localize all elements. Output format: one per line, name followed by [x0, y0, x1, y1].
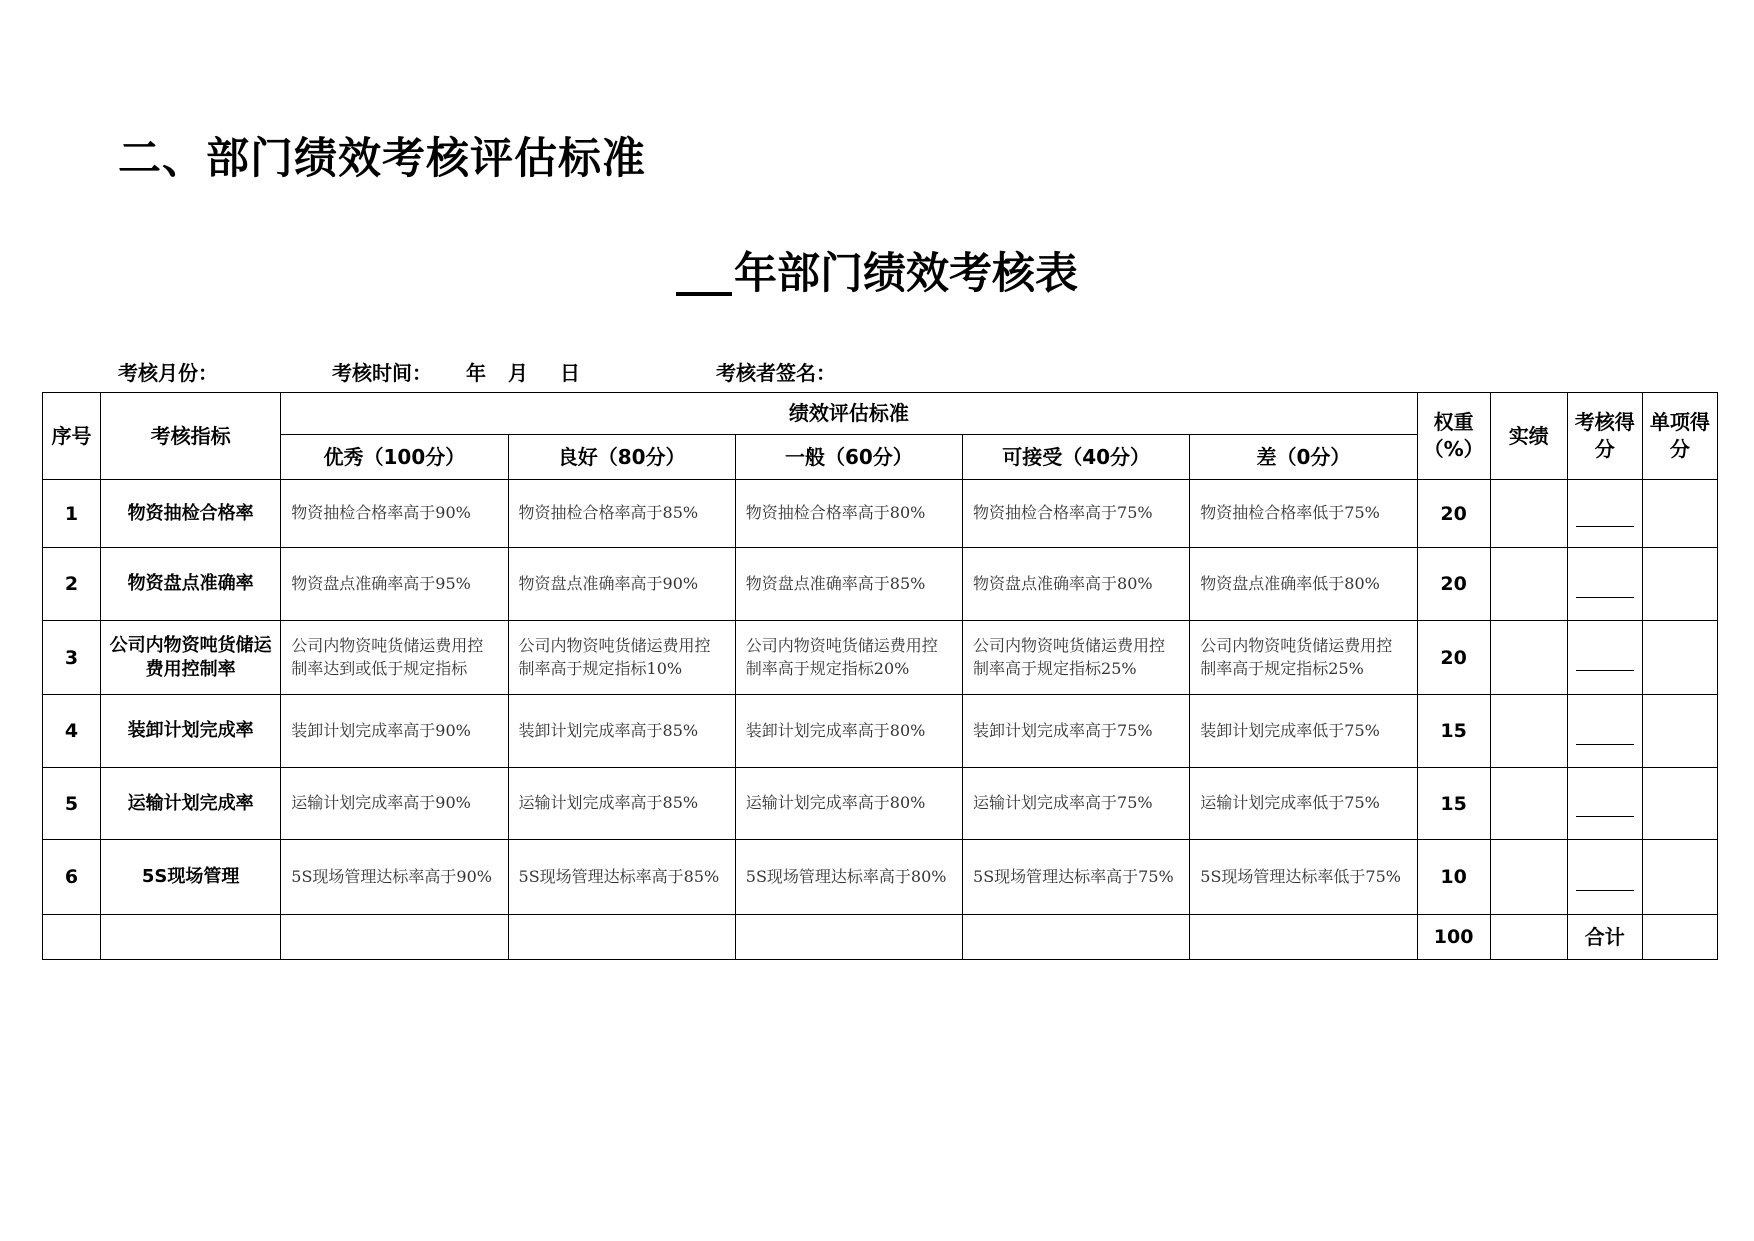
header-row-1: [43, 393, 1718, 435]
criteria-cell: 运输计划完成率低于75%: [1190, 768, 1417, 840]
weight-header: 权重（%）: [1417, 393, 1490, 480]
score-input[interactable]: [1567, 695, 1642, 768]
standard-group-header: 绩效评估标准: [281, 393, 1417, 435]
criteria-cell: 物资盘点准确率高于85%: [735, 548, 962, 621]
score-line: [1576, 526, 1634, 527]
score-line: [1576, 816, 1634, 817]
criteria-cell: 物资盘点准确率高于95%: [281, 548, 508, 621]
level-header: 可接受（40分）: [963, 435, 1190, 480]
criteria-cell: 5S现场管理达标率高于90%: [281, 840, 508, 915]
criteria-cell: 公司内物资吨货储运费用控制率高于规定指标20%: [735, 621, 962, 695]
criteria-cell: 装卸计划完成率高于90%: [281, 695, 508, 768]
row-weight: 20: [1417, 548, 1490, 621]
score-line: [1576, 597, 1634, 598]
item-score-header: 单项得分: [1642, 393, 1717, 480]
level-header: 差（0分）: [1190, 435, 1417, 480]
row-weight: 15: [1417, 768, 1490, 840]
criteria-cell: 公司内物资吨货储运费用控制率高于规定指标10%: [508, 621, 735, 695]
score-line: [1576, 744, 1634, 745]
criteria-cell: 物资盘点准确率高于80%: [963, 548, 1190, 621]
empty-cell: [101, 915, 281, 960]
criteria-cell: 运输计划完成率高于90%: [281, 768, 508, 840]
table-row: [43, 695, 1718, 768]
row-indicator: 公司内物资吨货储运费用控制率: [101, 621, 281, 695]
item-score-input[interactable]: [1642, 621, 1717, 695]
criteria-cell: 物资抽检合格率高于80%: [735, 480, 962, 548]
actual-input[interactable]: [1490, 840, 1567, 915]
month-unit-label: 月: [508, 361, 528, 385]
actual-input[interactable]: [1490, 768, 1567, 840]
row-seq: 6: [43, 840, 101, 915]
criteria-cell: 运输计划完成率高于75%: [963, 768, 1190, 840]
criteria-cell: 5S现场管理达标率高于85%: [508, 840, 735, 915]
table-row: [43, 548, 1718, 621]
criteria-cell: 5S现场管理达标率高于80%: [735, 840, 962, 915]
row-indicator: 物资盘点准确率: [101, 548, 281, 621]
item-score-input[interactable]: [1642, 840, 1717, 915]
criteria-cell: 装卸计划完成率高于75%: [963, 695, 1190, 768]
criteria-cell: 运输计划完成率高于80%: [735, 768, 962, 840]
criteria-cell: 公司内物资吨货储运费用控制率高于规定指标25%: [963, 621, 1190, 695]
table-row: [43, 840, 1718, 915]
actual-header: 实绩: [1490, 393, 1567, 480]
criteria-cell: 5S现场管理达标率高于75%: [963, 840, 1190, 915]
row-seq: 2: [43, 548, 101, 621]
criteria-cell: 物资抽检合格率高于90%: [281, 480, 508, 548]
empty-cell: [508, 915, 735, 960]
day-label: 日: [560, 361, 580, 385]
criteria-cell: 物资盘点准确率低于80%: [1190, 548, 1417, 621]
item-score-input[interactable]: [1642, 695, 1717, 768]
row-weight: 10: [1417, 840, 1490, 915]
row-seq: 1: [43, 480, 101, 548]
score-input[interactable]: [1567, 840, 1642, 915]
score-line: [1576, 670, 1634, 671]
level-header: 优秀（100分）: [281, 435, 508, 480]
empty-cell: [1190, 915, 1417, 960]
total-row: [43, 915, 1718, 960]
criteria-cell: 物资盘点准确率高于90%: [508, 548, 735, 621]
score-input[interactable]: [1567, 548, 1642, 621]
criteria-cell: 物资抽检合格率高于85%: [508, 480, 735, 548]
score-input[interactable]: [1567, 621, 1642, 695]
form-title: [0, 249, 1754, 299]
criteria-cell: 公司内物资吨货储运费用控制率达到或低于规定指标: [281, 621, 508, 695]
level-header: 良好（80分）: [508, 435, 735, 480]
score-line: [1576, 890, 1634, 891]
total-score-input[interactable]: [1642, 915, 1717, 960]
criteria-cell: 装卸计划完成率高于80%: [735, 695, 962, 768]
row-weight: 20: [1417, 480, 1490, 548]
row-seq: 4: [43, 695, 101, 768]
row-indicator: 物资抽检合格率: [101, 480, 281, 548]
actual-input[interactable]: [1490, 548, 1567, 621]
row-seq: 3: [43, 621, 101, 695]
signer-label: 考核者签名：: [716, 361, 836, 385]
level-header: 一般（60分）: [735, 435, 962, 480]
empty-cell: [43, 915, 101, 960]
empty-cell: [963, 915, 1190, 960]
criteria-cell: 装卸计划完成率低于75%: [1190, 695, 1417, 768]
year-blank[interactable]: [676, 252, 732, 296]
row-seq: 5: [43, 768, 101, 840]
score-header: 考核得分: [1567, 393, 1642, 480]
criteria-cell: 物资抽检合格率低于75%: [1190, 480, 1417, 548]
actual-input[interactable]: [1490, 695, 1567, 768]
seq-header: 序号: [43, 393, 101, 480]
item-score-input[interactable]: [1642, 548, 1717, 621]
empty-cell: [281, 915, 508, 960]
table-row: [43, 768, 1718, 840]
row-weight: 15: [1417, 695, 1490, 768]
item-score-input[interactable]: [1642, 768, 1717, 840]
total-label: 合计: [1567, 915, 1642, 960]
empty-cell: [735, 915, 962, 960]
criteria-cell: 运输计划完成率高于85%: [508, 768, 735, 840]
empty-cell: [1490, 915, 1567, 960]
year-label: 年: [466, 361, 486, 385]
total-weight: 100: [1417, 915, 1490, 960]
row-indicator: 运输计划完成率: [101, 768, 281, 840]
table-row: [43, 621, 1718, 695]
item-score-input[interactable]: [1642, 480, 1717, 548]
score-input[interactable]: [1567, 768, 1642, 840]
criteria-cell: 5S现场管理达标率低于75%: [1190, 840, 1417, 915]
table-row: [43, 480, 1718, 548]
month-label: 考核月份：: [118, 361, 218, 385]
criteria-cell: 物资抽检合格率高于75%: [963, 480, 1190, 548]
criteria-cell: 公司内物资吨货储运费用控制率高于规定指标25%: [1190, 621, 1417, 695]
criteria-cell: 装卸计划完成率高于85%: [508, 695, 735, 768]
row-weight: 20: [1417, 621, 1490, 695]
time-label: 考核时间：: [332, 361, 432, 385]
actual-input[interactable]: [1490, 621, 1567, 695]
assessment-table: [42, 392, 1718, 960]
actual-input[interactable]: [1490, 480, 1567, 548]
indicator-header: 考核指标: [101, 393, 281, 480]
score-input[interactable]: [1567, 480, 1642, 548]
form-title-text: 年部门绩效考核表: [734, 249, 1078, 299]
row-indicator: 5S现场管理: [101, 840, 281, 915]
section-title: 二、部门绩效考核评估标准: [118, 134, 646, 184]
row-indicator: 装卸计划完成率: [101, 695, 281, 768]
